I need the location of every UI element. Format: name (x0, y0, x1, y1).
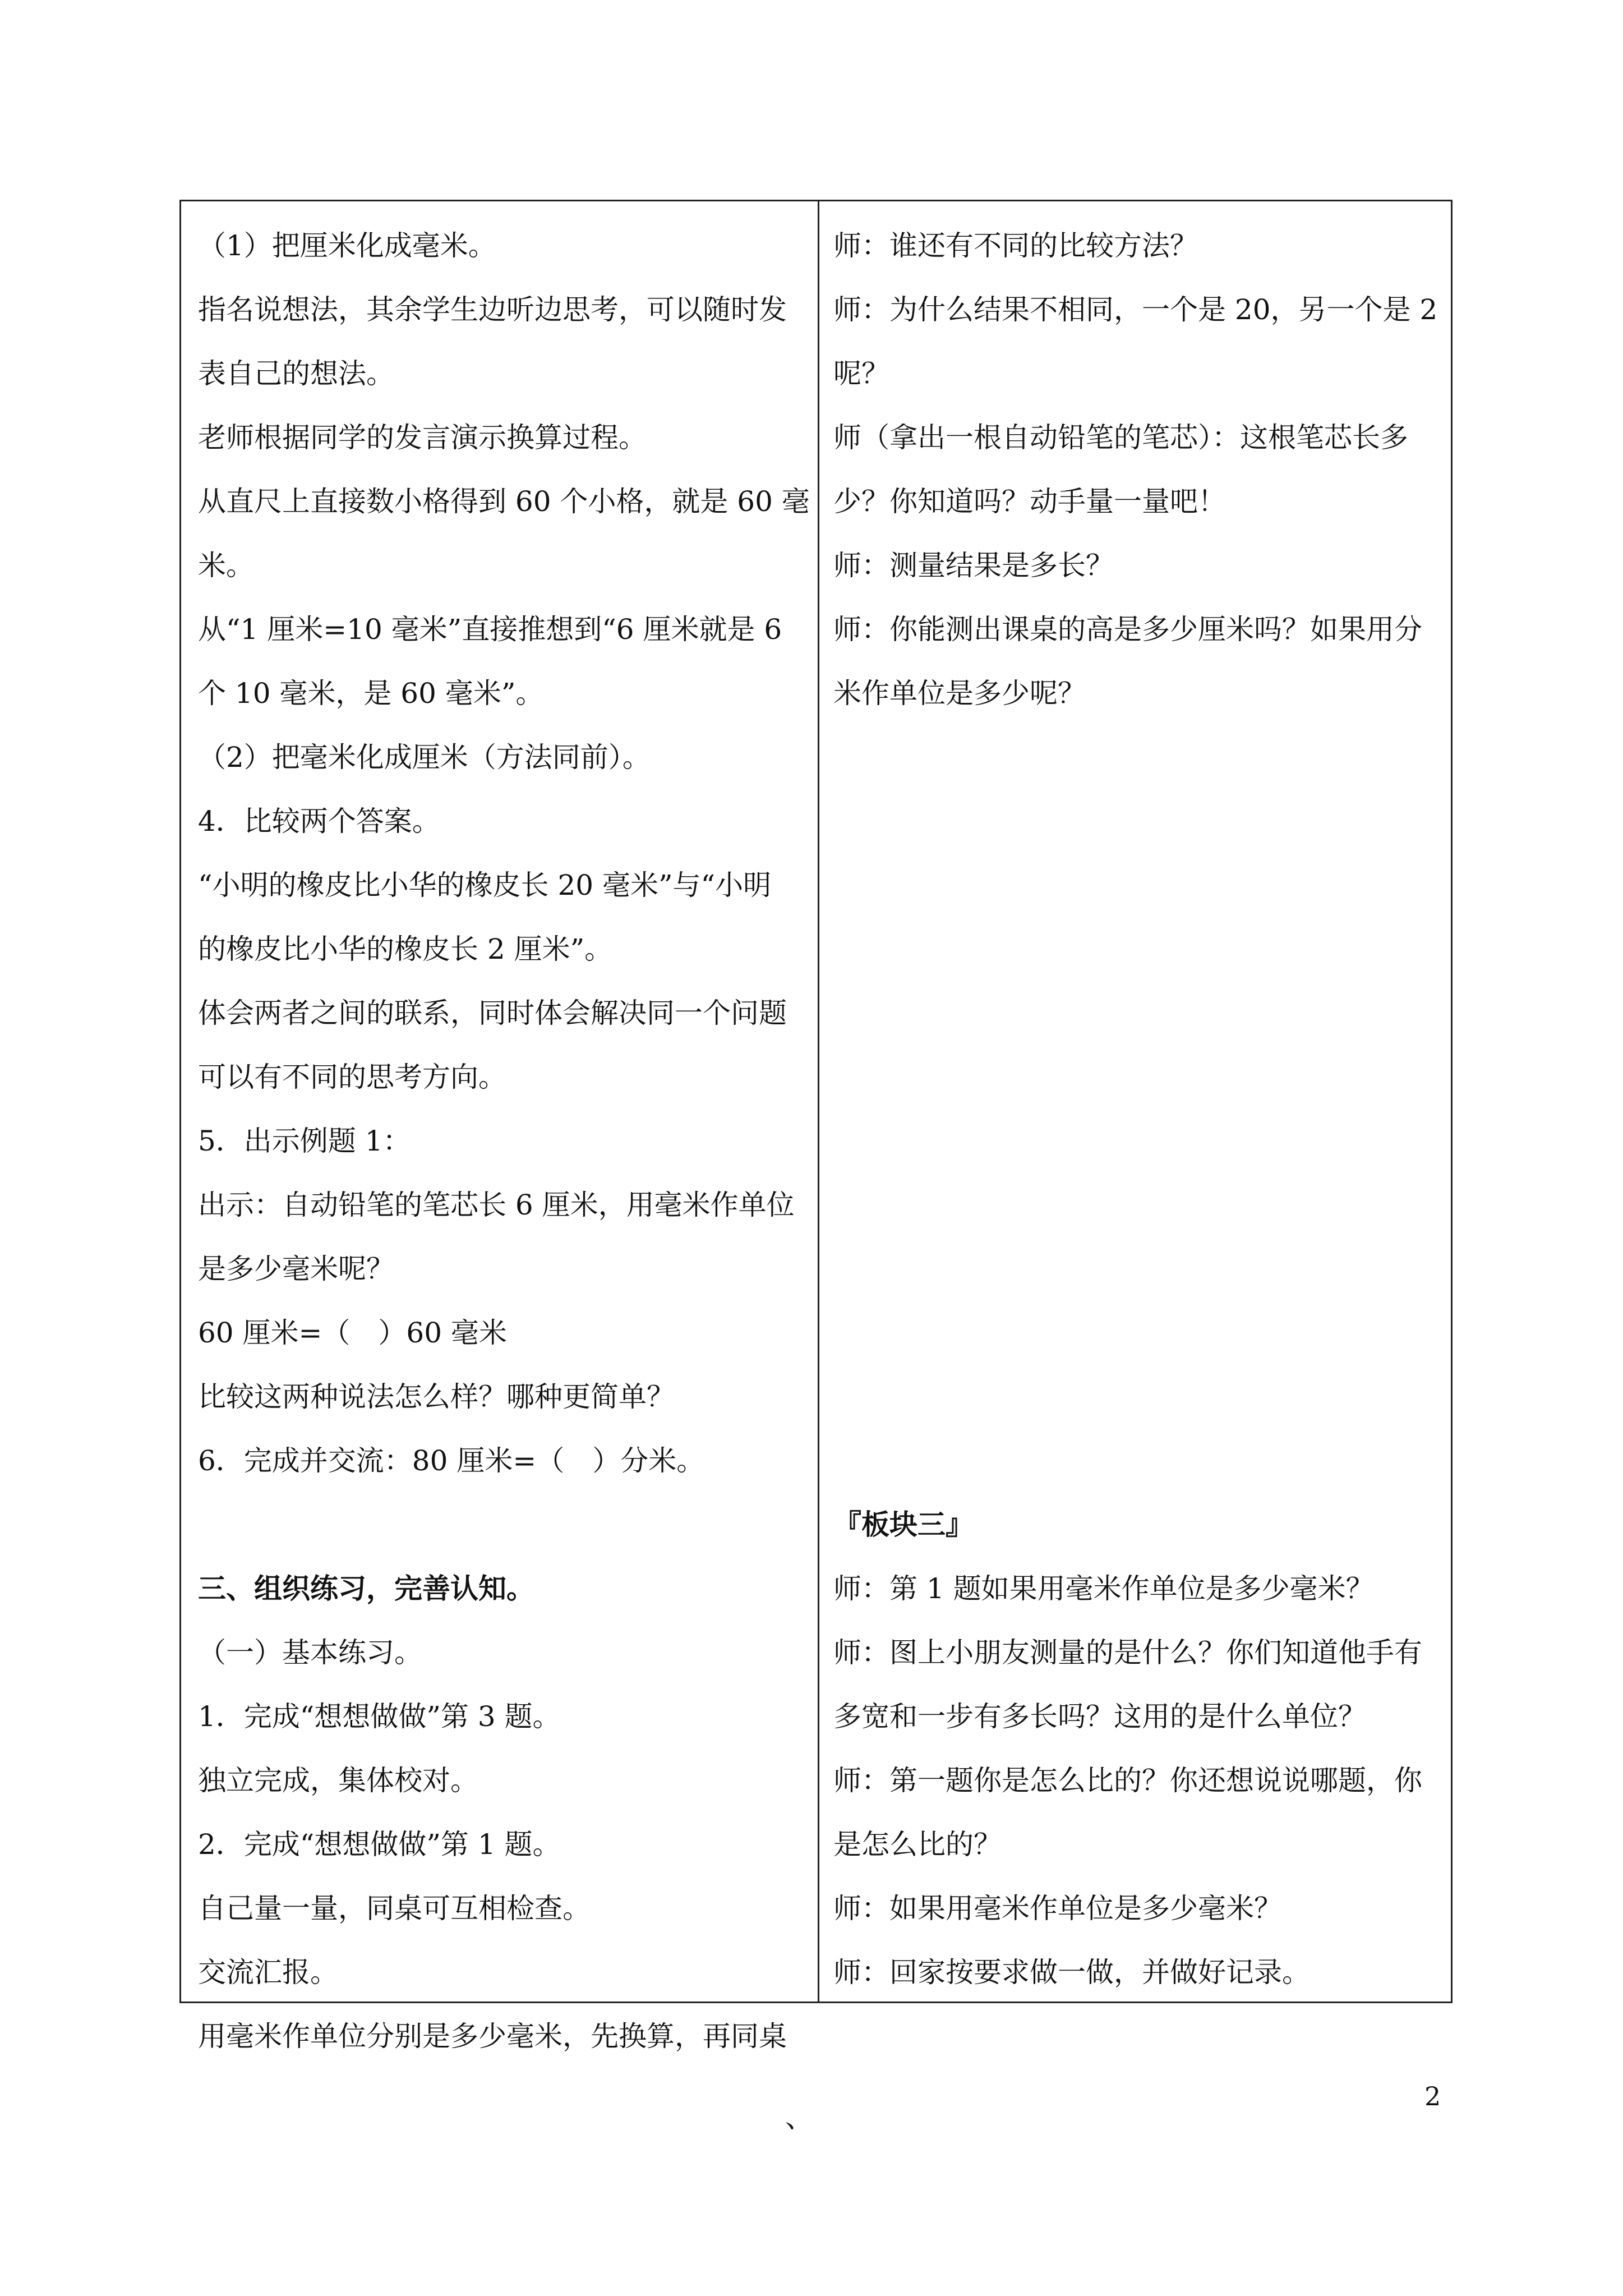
text-line: 交流汇报。 (198, 1956, 338, 1989)
section-heading: 『板块三』 (833, 1508, 974, 1541)
text-line: 师：你能测出课桌的高是多少厘米吗？如果用分 (833, 613, 1422, 646)
text-line: 1．完成“想想做做”第 3 题。 (198, 1700, 561, 1733)
spacer (833, 1237, 1439, 1301)
text-line: 师：谁还有不同的比较方法？ (833, 229, 1198, 262)
text-line: 少？你知道吗？动手量一量吧！ (833, 485, 1226, 518)
text-line: “小明的橡皮比小华的橡皮长 20 毫米”与“小明 (198, 869, 772, 901)
lesson-plan-table (179, 200, 1453, 2053)
text-line: 6．完成并交流：80 厘米=（ ）分米。 (198, 1444, 705, 1477)
text-line: 的橡皮比小华的橡皮长 2 厘米”。 (198, 933, 613, 965)
text-line: 个 10 毫米，是 60 毫米”。 (198, 677, 544, 710)
text-line: 米。 (198, 549, 254, 582)
spacer (833, 1301, 1439, 1365)
text-line: 是怎么比的？ (833, 1828, 1002, 1861)
text-line: 表自己的想法。 (198, 357, 394, 390)
text-line: 老师根据同学的发言演示换算过程。 (198, 421, 647, 454)
text-line: 4．比较两个答案。 (198, 805, 440, 838)
text-line: 60 厘米=（ ）60 毫米 (198, 1317, 507, 1349)
spacer (833, 725, 1439, 789)
spacer (833, 1045, 1439, 1109)
text-line: 从直尺上直接数小格得到 60 个小格，就是 60 毫 (198, 485, 810, 518)
text-line: 体会两者之间的联系，同时体会解决同一个问题 (198, 997, 787, 1029)
text-line: 师：第 1 题如果用毫米作单位是多少毫米？ (833, 1572, 1374, 1605)
text-line: 师：如果用毫米作单位是多少毫米？ (833, 1892, 1282, 1925)
text-line: 师：测量结果是多长？ (833, 549, 1114, 582)
text-line: 米作单位是多少呢？ (833, 677, 1086, 710)
section-heading: 三、组织练习，完善认知。 (198, 1572, 534, 1605)
text-line: （1）把厘米化成毫米。 (198, 229, 496, 262)
spacer (833, 981, 1439, 1045)
text-line: 出示：自动铅笔的笔芯长 6 厘米，用毫米作单位 (198, 1189, 795, 1221)
teaching-process-column (198, 214, 810, 2068)
spacer (833, 1109, 1439, 1173)
text-line: 比较这两种说法怎么样？哪种更简单？ (198, 1381, 675, 1413)
text-line: 5．出示例题 1： (198, 1125, 411, 1157)
spacer (833, 1429, 1439, 1493)
text-line: 师：回家按要求做一做，并做好记录。 (833, 1956, 1310, 1989)
text-line: 师：为什么结果不相同，一个是 20，另一个是 2 (833, 293, 1438, 326)
text-line: 可以有不同的思考方向。 (198, 1061, 506, 1093)
spacer (833, 789, 1439, 853)
text-line: 师：第一题你是怎么比的？你还想说说哪题，你 (833, 1764, 1422, 1797)
page-number: 2 (1424, 2081, 1441, 2111)
text-line: 师（拿出一根自动铅笔的笔芯）：这根笔芯长多 (833, 421, 1408, 454)
text-line: 从“1 厘米=10 毫米”直接推想到“6 厘米就是 6 (198, 613, 782, 646)
teacher-dialogue-column (833, 214, 1439, 2004)
column-divider (818, 201, 819, 2001)
text-line: 多宽和一步有多长吗？这用的是什么单位？ (833, 1700, 1366, 1733)
text-line: 是多少毫米呢？ (198, 1253, 394, 1285)
footer-mark: 、 (785, 2101, 813, 2134)
text-line: 独立完成，集体校对。 (198, 1764, 478, 1797)
text-line: 自己量一量，同桌可互相检查。 (198, 1892, 591, 1925)
spacer (833, 1173, 1439, 1237)
spacer (833, 853, 1439, 917)
spacer (833, 917, 1439, 981)
text-line: 呢？ (833, 357, 889, 390)
text-line: （2）把毫米化成厘米（方法同前）。 (198, 741, 651, 774)
text-line: 师：图上小朋友测量的是什么？你们知道他手有 (833, 1636, 1422, 1669)
text-line: 用毫米作单位分别是多少毫米，先换算，再同桌 (198, 2020, 787, 2053)
text-line: （一）基本练习。 (198, 1636, 422, 1669)
text-line: 指名说想法，其余学生边听边思考，可以随时发 (198, 293, 787, 326)
spacer (833, 1365, 1439, 1429)
blank-line (198, 1493, 804, 1557)
text-line: 2．完成“想想做做”第 1 题。 (198, 1828, 561, 1861)
